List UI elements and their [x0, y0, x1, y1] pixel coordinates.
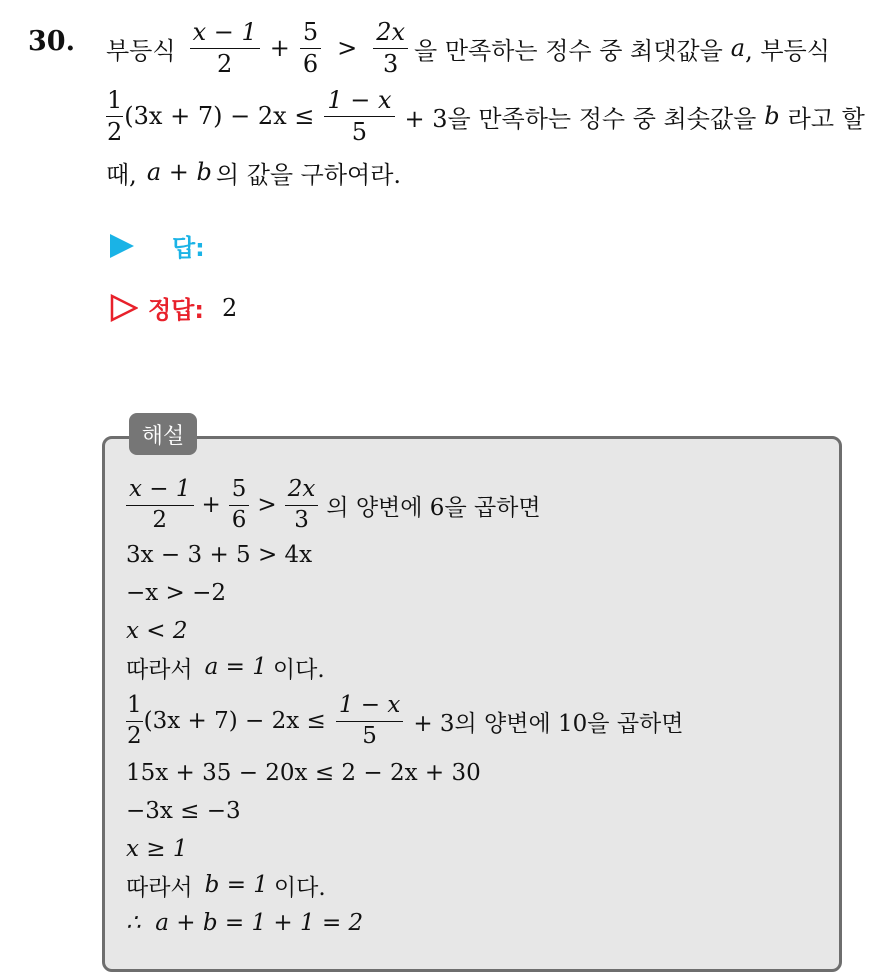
solution-text: 이다.	[272, 656, 325, 683]
fraction-denominator: 2	[217, 49, 233, 78]
correct-answer-row	[110, 290, 237, 325]
math-expression: ∴ a + b = 1 + 1 = 2	[126, 910, 364, 936]
fraction-numerator: 5	[229, 477, 250, 505]
question-text: 라고 할	[787, 104, 865, 133]
fraction-numerator: 1 − x	[324, 87, 394, 116]
play-arrow-icon	[110, 234, 134, 258]
fraction-denominator: 5	[362, 722, 377, 749]
fraction-numerator: 1 − x	[336, 693, 404, 721]
question-text: 때,	[106, 160, 137, 189]
fraction-denominator: 3	[383, 49, 399, 78]
fraction	[373, 19, 408, 77]
question-text: 을 만족하는 정수 중 최댓값을	[414, 36, 723, 65]
math-expression: −x > −2	[126, 580, 227, 606]
solution-tab: 해설	[129, 413, 197, 455]
question-text: 의 값을 구하여라.	[215, 160, 402, 189]
fraction-numerator: 1	[126, 693, 143, 721]
solution-line	[126, 472, 541, 538]
solution-line	[126, 794, 241, 828]
greater-than-sign: >	[337, 34, 358, 62]
fraction	[300, 19, 321, 77]
fraction	[106, 87, 123, 145]
solution-text: + 3의 양변에 10을 곱하면	[413, 710, 684, 737]
math-expression: −3x ≤ −3	[126, 798, 241, 824]
question-text: + 3을 만족하는 정수 중 최솟값을	[404, 104, 757, 133]
solution-line	[126, 906, 363, 940]
solution-text: 따라서	[126, 874, 193, 901]
solution-text: 따라서	[126, 656, 193, 683]
solution-line	[126, 576, 226, 610]
math-expression: a = 1	[204, 654, 267, 680]
solution-line	[126, 756, 481, 790]
fraction-denominator: 2	[152, 506, 168, 533]
fraction	[336, 693, 404, 749]
fraction-denominator: 2	[127, 722, 142, 749]
question-line-2	[106, 80, 865, 152]
question-line-3	[106, 152, 401, 192]
fraction-denominator: 6	[231, 506, 247, 533]
fraction-denominator: 3	[294, 506, 309, 533]
math-expression: x ≥ 1	[126, 836, 188, 862]
fraction-numerator: 2x	[373, 19, 408, 48]
math-expression: (3x + 7) − 2x ≤	[143, 708, 326, 734]
solution-line	[126, 614, 188, 648]
fraction-numerator: x − 1	[190, 19, 260, 48]
fraction-denominator: 5	[351, 117, 368, 146]
variable-b: b	[764, 102, 780, 130]
question-number: 30.	[28, 26, 75, 57]
fraction-denominator: 6	[302, 49, 319, 78]
fraction-numerator: 2x	[285, 477, 319, 505]
solution-text: 이다.	[273, 874, 326, 901]
variable-a: a	[730, 34, 746, 62]
greater-than-sign: >	[257, 492, 277, 518]
fraction-numerator: 5	[300, 19, 321, 48]
plus-sign: +	[201, 492, 221, 518]
fraction-denominator: 2	[107, 117, 123, 146]
math-expression: b = 1	[204, 872, 268, 898]
solution-line	[126, 868, 326, 902]
question-line-1	[106, 10, 830, 86]
math-expression: (3x + 7) − 2x ≤	[124, 102, 315, 130]
fraction-numerator: x − 1	[126, 477, 194, 505]
plus-sign: +	[269, 34, 290, 62]
fraction	[285, 477, 319, 533]
solution-text: 의 양변에 6을 곱하면	[326, 494, 541, 521]
math-expression: 15x + 35 − 20x ≤ 2 − 2x + 30	[126, 760, 481, 786]
solution-line	[126, 688, 683, 754]
solution-line	[126, 832, 188, 866]
answer-label: 답:	[172, 234, 205, 262]
fraction	[324, 87, 394, 145]
math-expression: a + b	[146, 158, 212, 186]
correct-answer-label: 정답:	[148, 296, 204, 324]
math-expression: x < 2	[126, 618, 188, 644]
fraction-numerator: 1	[106, 87, 123, 116]
question-text: , 부등식	[745, 36, 830, 65]
fraction	[126, 477, 194, 533]
solution-line	[126, 650, 325, 684]
fraction	[229, 477, 250, 533]
answer-row	[110, 228, 205, 263]
correct-answer-value: 2	[221, 293, 238, 322]
fraction	[126, 693, 143, 749]
question-prefix: 부등식	[106, 36, 176, 65]
fraction	[190, 19, 260, 77]
solution-line	[126, 538, 312, 572]
math-expression: 3x − 3 + 5 > 4x	[126, 542, 313, 568]
outline-arrow-icon	[110, 294, 138, 322]
